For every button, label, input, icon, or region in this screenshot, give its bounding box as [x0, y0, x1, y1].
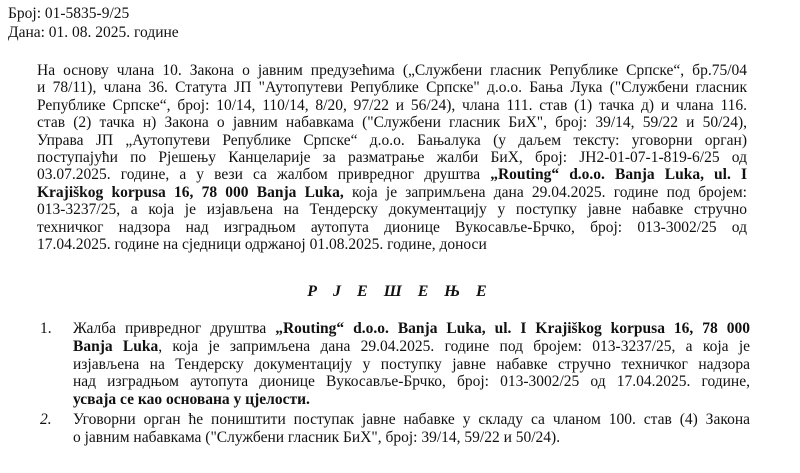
- item-line: Жалба привредног друштва „Routing“ d.o.o. Banja Luka, ul. I Krajiškog korpusa 16, 78 000: [73, 320, 751, 337]
- decision-item: [40, 320, 750, 409]
- preamble-line: Krajiškog korpusa 16, 78 000 Banja Luka, која је запримљена дана 29.04.2025. године под бројем:: [37, 183, 747, 201]
- item-line: изјављена на Тендерску документацију у поступку јавне набавке стручно техничког надзора: [73, 355, 750, 373]
- preamble-line: 03.07.2025. године, а у вези са жалбом привредног друштва „Routing“ d.o.o. Banja Luka, ul. I: [37, 166, 747, 184]
- decision-title: Р Ј Е Ш Е Њ Е: [307, 283, 493, 300]
- ruling-text: усваја се као основана у цјелости.: [73, 391, 310, 409]
- document-header: [8, 4, 179, 42]
- preamble-paragraph: [37, 62, 747, 253]
- item-line: Уговорни орган ће поништити поступак јавне набавке у складу са чланом 100. став (4) Закона: [73, 410, 750, 428]
- preamble-line: 17.04.2025. године на сједници одржаној 01.08.2025. године, доноси: [37, 236, 487, 254]
- preamble-line: 013-3237/25, а која је изјављена на Тендерску документацију у поступку јавне набавке стручно: [37, 201, 747, 219]
- preamble-line: Републике Српске“, број: 10/14, 110/14, 8/20, 97/22 и 56/24), члана 111. став (1) тачка д) и члана 116.: [37, 96, 747, 114]
- decision-item: [40, 411, 750, 447]
- item-number: 1.: [40, 320, 52, 337]
- document-date: Дана: 01. 08. 2025. године: [8, 24, 179, 41]
- item-line: над изградњом аутопута дионице Вукосавље-Брчко, број: 013-3002/25 од 17.04.2025. године,: [73, 373, 750, 391]
- preamble-line: На основу члана 10. Закона о јавним предузећима („Службени гласник Републике Српске“, бр.75/04: [37, 62, 747, 79]
- preamble-line: Управа ЈП „Аутопутеви Републике Српске“ д.о.о. Бањалука (у даљем тексту: уговорни орган): [37, 131, 747, 149]
- item-line: Banja Luka, која је запримљена дана 29.04.2025. године под бројем: 013-3237/25, а која је: [73, 337, 751, 355]
- preamble-line: техничког надзора над изградњом аутопута дионице Вукосавље-Брчко, број: 013-3002/25 од: [37, 218, 747, 236]
- preamble-line: поступајући по Рјешењу Канцеларије за разматрање жалби БиХ, број: ЈН2-01-07-1-819-6/25 од: [37, 149, 747, 167]
- preamble-line: и 78/11), члана 36. Статута ЈП "Аутопутеви Републике Српске" д.о.о. Бања Лука ("Службени гласник: [37, 79, 747, 97]
- appellant-name: „Routing“ d.o.o. Banja Luka, ul. I: [490, 166, 747, 184]
- decision-items: [40, 320, 750, 447]
- appellant-address: Krajiškog korpusa 16, 78 000 Banja Luka,: [37, 183, 344, 201]
- item-line: о јавним набавкама ("Службени гласник БиХ", број: 39/14, 59/22 и 50/24).: [73, 428, 561, 446]
- document-number: Број: 01-5835-9/25: [8, 5, 130, 22]
- item-line: [73, 391, 750, 409]
- item-number: 2.: [40, 410, 52, 428]
- preamble-line: став (2) тачка н) Закона о јавним набавкама ("Службени гласник БиХ", број: 39/14, 59/22 и 50/24),: [37, 114, 747, 132]
